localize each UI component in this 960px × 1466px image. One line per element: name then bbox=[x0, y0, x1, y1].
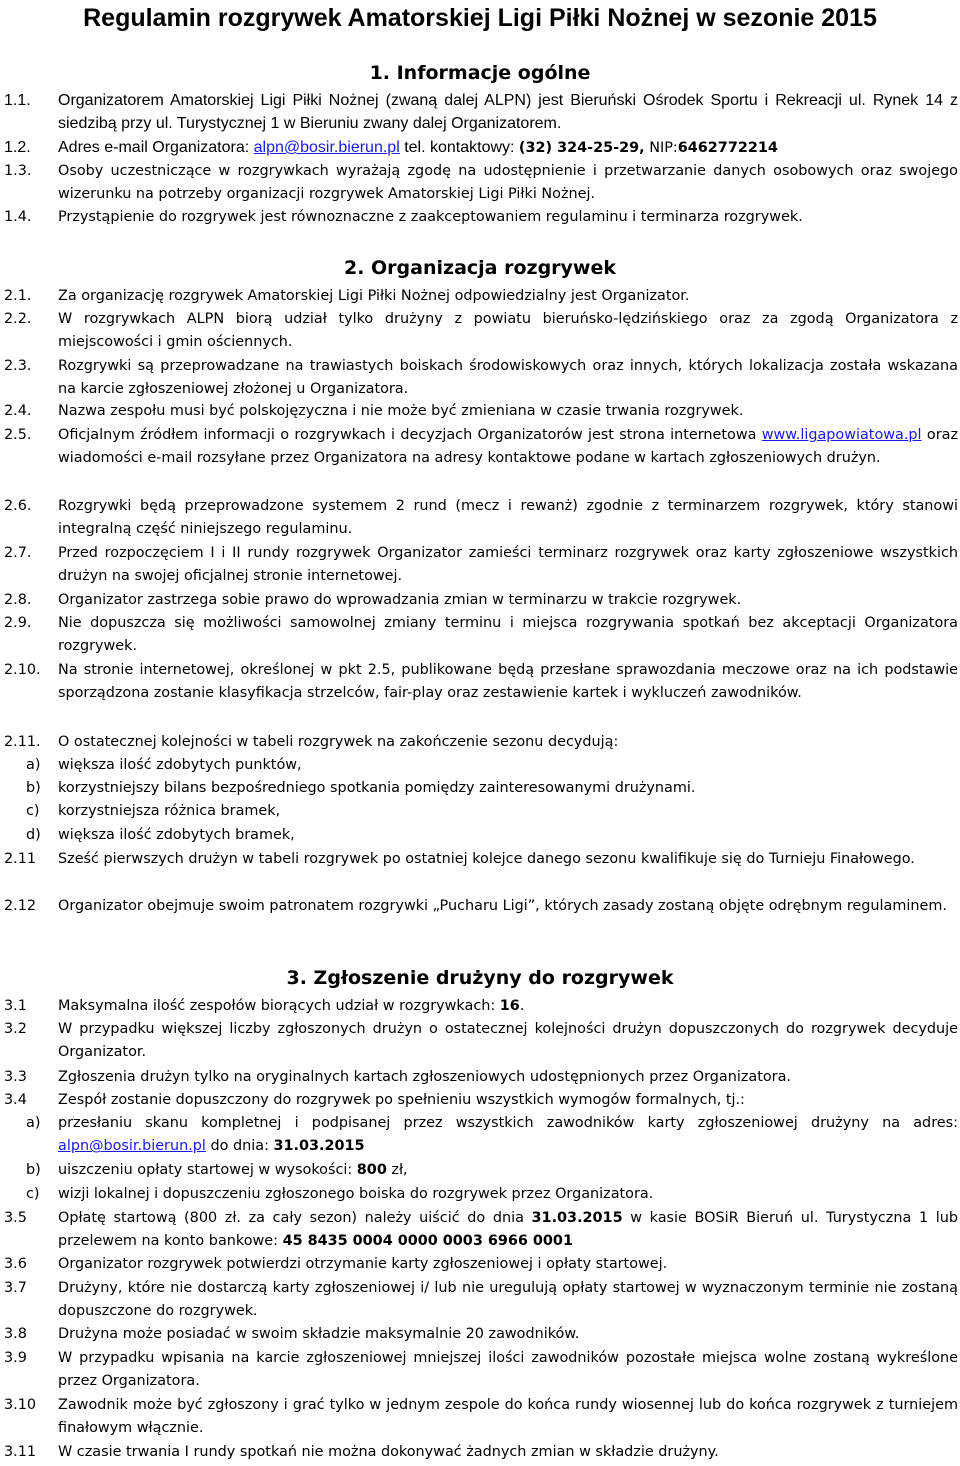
clause-number: 2.8. bbox=[4, 592, 32, 608]
clause-text-part: oraz wiadomości e-mail rozsyłane przez Organizatora na adresy kontaktowe podane w kartach zgłoszeniowych drużyn. bbox=[58, 427, 958, 467]
email-label: Adres e-mail Organizatora: bbox=[58, 139, 254, 156]
clause-text-part: Oficjalnym źródłem informacji o rozgrywkach i decyzjach Organizatorów jest strona internetowa bbox=[58, 427, 762, 443]
clause-text: Organizator rozgrywek potwierdzi otrzymanie karty zgłoszeniowej i opłaty startowej. bbox=[58, 1256, 668, 1272]
clause-text: Zawodnik może być zgłoszony i grać tylko w jednym zespole do końca rundy wiosennej lub do końca rozgrywek z turniejem finałowym włącznie. bbox=[58, 1397, 958, 1437]
sub-letter: a) bbox=[26, 757, 41, 773]
clause-text bbox=[58, 136, 958, 160]
sub-letter: c) bbox=[26, 803, 40, 819]
website-link[interactable]: www.ligapowiatowa.pl bbox=[761, 427, 922, 443]
clause-text: większa ilość zdobytych bramek, bbox=[58, 827, 295, 843]
payment-deadline: 31.03.2015 bbox=[531, 1210, 623, 1226]
clause-text: W rozgrywkach ALPN biorą udział tylko drużyny z powiatu bieruńsko-lędzińskiego oraz za zgodą Organizatora z miejscowości i gmin ościennych. bbox=[58, 311, 958, 351]
clause-text: Organizatorem Amatorskiej Ligi Piłki Nożnej (zwaną dalej ALPN) jest Bieruński Ośrodek Sportu i Rekreacji ul. Rynek 14 z siedzibą przy ul. Turystycznej 1 w Bieruniu zwany dalej Organizatorem. bbox=[58, 92, 958, 133]
clause-number: 2.7. bbox=[4, 545, 32, 561]
clause-text bbox=[58, 1159, 958, 1182]
clause-text: większa ilość zdobytych punktów, bbox=[58, 757, 302, 773]
clause-text: Organizator obejmuje swoim patronatem rozgrywki „Pucharu Ligi”, których zasady zostaną objęte odrębnym regulaminem. bbox=[58, 898, 947, 914]
deadline-date: 31.03.2015 bbox=[273, 1138, 365, 1155]
nip-label: NIP: bbox=[644, 140, 678, 156]
email-link[interactable]: alpn@bosir.bierun.pl bbox=[253, 139, 400, 156]
phone-label: tel. kontaktowy: bbox=[399, 139, 519, 156]
clause-number: 3.8 bbox=[4, 1326, 27, 1342]
clause-number: 3.3 bbox=[4, 1069, 27, 1085]
sub-letter: d) bbox=[26, 827, 41, 843]
clause-text: Na stronie internetowej, określonej w pkt 2.5, publikowane będą przesłane sprawozdania meczowe oraz na ich podstawie sporządzona zostanie klasyfikacja strzelców, fair-play oraz zestawienie kartek i wykluczeń zawodników. bbox=[58, 662, 958, 702]
clause-text: Nazwa zespołu musi być polskojęzyczna i nie może być zmieniana w czasie trwania rozgrywek. bbox=[58, 403, 744, 419]
clause-number: 2.5. bbox=[4, 427, 32, 443]
clause-number: 2.2. bbox=[4, 311, 32, 327]
sub-letter: c) bbox=[26, 1186, 40, 1202]
clause-text: Drużyna może posiadać w swoim składzie maksymalnie 20 zawodników. bbox=[58, 1326, 580, 1342]
section-1-heading: 1. Informacje ogólne bbox=[369, 62, 591, 84]
clause-text: Zespół zostanie dopuszczony do rozgrywek po spełnieniu wszystkich wymogów formalnych, tj.: bbox=[58, 1092, 745, 1108]
bank-account-number: 45 8435 0004 0000 0003 6966 0001 bbox=[282, 1233, 573, 1250]
clause-text bbox=[58, 995, 958, 1018]
sub-letter: a) bbox=[26, 1115, 41, 1131]
clause-text: W czasie trwania I rundy spotkań nie można dokonywać żadnych zmian w składzie drużyny. bbox=[58, 1444, 719, 1460]
email-link[interactable]: alpn@bosir.bierun.pl bbox=[58, 1138, 206, 1155]
clause-text-part: w kasie BOSiR Bieruń ul. Turystyczna 1 lub przelewem na konto bankowe: bbox=[58, 1210, 958, 1250]
sub-letter: b) bbox=[26, 1162, 41, 1178]
clause-text: Rozgrywki będą przeprowadzone systemem 2 rund (mecz i rewanż) zgodnie z terminarzem rozgrywek, który stanowi integralną część niniejszego regulaminu. bbox=[58, 498, 958, 538]
clause-text-part: Maksymalna ilość zespołów biorących udział w rozgrywkach: bbox=[58, 998, 500, 1014]
section-2-heading: 2. Organizacja rozgrywek bbox=[343, 257, 617, 279]
clause-text-part: uiszczeniu opłaty startowej w wysokości: bbox=[58, 1162, 357, 1178]
clause-number: 3.6 bbox=[4, 1256, 27, 1272]
clause-text: korzystniejsza różnica bramek, bbox=[58, 803, 281, 819]
clause-text: Zgłoszenia drużyn tylko na oryginalnych kartach zgłoszeniowych udostępnionych przez Organizatora. bbox=[58, 1069, 791, 1085]
nip-number: 6462772214 bbox=[677, 140, 778, 156]
clause-text: Drużyny, które nie dostarczą karty zgłoszeniowej i/ lub nie uregulują opłaty startowej w wyznaczonym terminie nie zostaną dopuszczone do rozgrywek. bbox=[58, 1280, 958, 1320]
clause-number: 3.4 bbox=[4, 1092, 27, 1108]
clause-number: 3.7 bbox=[4, 1280, 27, 1296]
clause-number: 1.3. bbox=[4, 163, 32, 179]
clause-text: Rozgrywki są przeprowadzane na trawiastych boiskach środowiskowych oraz innych, których lokalizacja została wskazana na karcie zgłoszeniowej złożonej u Organizatora. bbox=[58, 358, 958, 398]
clause-text: Za organizację rozgrywek Amatorskiej Ligi Piłki Nożnej odpowiedzialny jest Organizator. bbox=[58, 288, 690, 304]
clause-number: 3.9 bbox=[4, 1350, 27, 1366]
clause-text: Sześć pierwszych drużyn w tabeli rozgrywek po ostatniej kolejce danego sezonu kwalifikuje się do Turnieju Finałowego. bbox=[58, 851, 915, 867]
clause-number: 3.10 bbox=[4, 1397, 37, 1413]
phone-number: (32) 324-25-29, bbox=[518, 140, 645, 156]
clause-number: 2.1. bbox=[4, 288, 32, 304]
clause-number: 1.4. bbox=[4, 209, 32, 225]
clause-number: 1.1. bbox=[4, 92, 31, 109]
clause-text-part: do dnia: bbox=[205, 1138, 274, 1155]
clause-text bbox=[58, 424, 958, 471]
clause-text: Osoby uczestniczące w rozgrywkach wyrażają zgodę na udostępnienie i przetwarzanie danych osobowych oraz swojego wizerunku na potrzeby organizacji rozgrywek Amatorskiej Ligi Piłki Nożnej. bbox=[58, 163, 958, 203]
document-title: Regulamin rozgrywek Amatorskiej Ligi Piłki Nożnej w sezonie 2015 bbox=[83, 4, 877, 32]
clause-text-part: . bbox=[519, 998, 525, 1014]
clause-text: Nie dopuszcza się możliwości samowolnej zmiany terminu i miejsca rozgrywania spotkań bez akceptacji Organizatora rozgrywek. bbox=[58, 615, 958, 655]
max-teams-value: 16 bbox=[499, 998, 520, 1014]
clause-number: 2.4. bbox=[4, 403, 32, 419]
clause-text: wizji lokalnej i dopuszczeniu zgłoszonego boiska do rozgrywek przez Organizatora. bbox=[58, 1186, 654, 1202]
clause-number: 2.12 bbox=[4, 898, 37, 914]
clause-number: 2.6. bbox=[4, 498, 32, 514]
clause-text: korzystniejszy bilans bezpośredniego spotkania pomiędzy zainteresowanymi drużynami. bbox=[58, 780, 696, 796]
clause-text bbox=[58, 1207, 958, 1254]
clause-text: Organizator zastrzega sobie prawo do wprowadzania zmian w terminarzu w trakcie rozgrywek. bbox=[58, 592, 742, 608]
clause-number: 3.1 bbox=[4, 998, 27, 1014]
sub-letter: b) bbox=[26, 780, 41, 796]
section-3-heading: 3. Zgłoszenie drużyny do rozgrywek bbox=[286, 967, 674, 989]
clause-text: Przed rozpoczęciem I i II rundy rozgrywek Organizator zamieści terminarz rozgrywek oraz karty zgłoszeniowe wszystkich drużyn na swojej oficjalnej stronie internetowej. bbox=[58, 545, 958, 585]
clause-number: 2.9. bbox=[4, 615, 32, 631]
fee-amount: 800 bbox=[356, 1162, 387, 1178]
clause-text bbox=[58, 1112, 958, 1159]
clause-text: W przypadku wpisania na karcie zgłoszeniowej mniejszej ilości zawodników pozostałe miejsca wolne zostaną wykreślone przez Organizatora. bbox=[58, 1350, 958, 1390]
clause-number: 3.5 bbox=[4, 1210, 27, 1226]
clause-number: 1.2. bbox=[4, 139, 31, 156]
clause-number: 2.10. bbox=[4, 662, 41, 678]
clause-text: W przypadku większej liczby zgłoszonych drużyn o ostatecznej kolejności drużyn dopuszczonych do rozgrywek decyduje Organizator. bbox=[58, 1021, 958, 1061]
clause-number: 3.11 bbox=[4, 1444, 37, 1460]
clause-text: Przystąpienie do rozgrywek jest równoznaczne z zaakceptowaniem regulaminu i terminarza rozgrywek. bbox=[58, 209, 803, 225]
clause-text-part: Opłatę startową (800 zł. za cały sezon) należy uiścić do dnia bbox=[58, 1210, 532, 1226]
clause-text: O ostatecznej kolejności w tabeli rozgrywek na zakończenie sezonu decydują: bbox=[58, 734, 619, 750]
clause-number: 2.11. bbox=[4, 734, 41, 750]
clause-number: 2.11 bbox=[4, 851, 37, 867]
clause-text-part: zł, bbox=[386, 1162, 408, 1178]
clause-number: 2.3. bbox=[4, 358, 32, 374]
clause-number: 3.2 bbox=[4, 1021, 27, 1037]
clause-text-part: przesłaniu skanu kompletnej i podpisanej przez wszystkich zawodników karty zgłoszeniowej drużyny na adres: bbox=[58, 1115, 958, 1131]
